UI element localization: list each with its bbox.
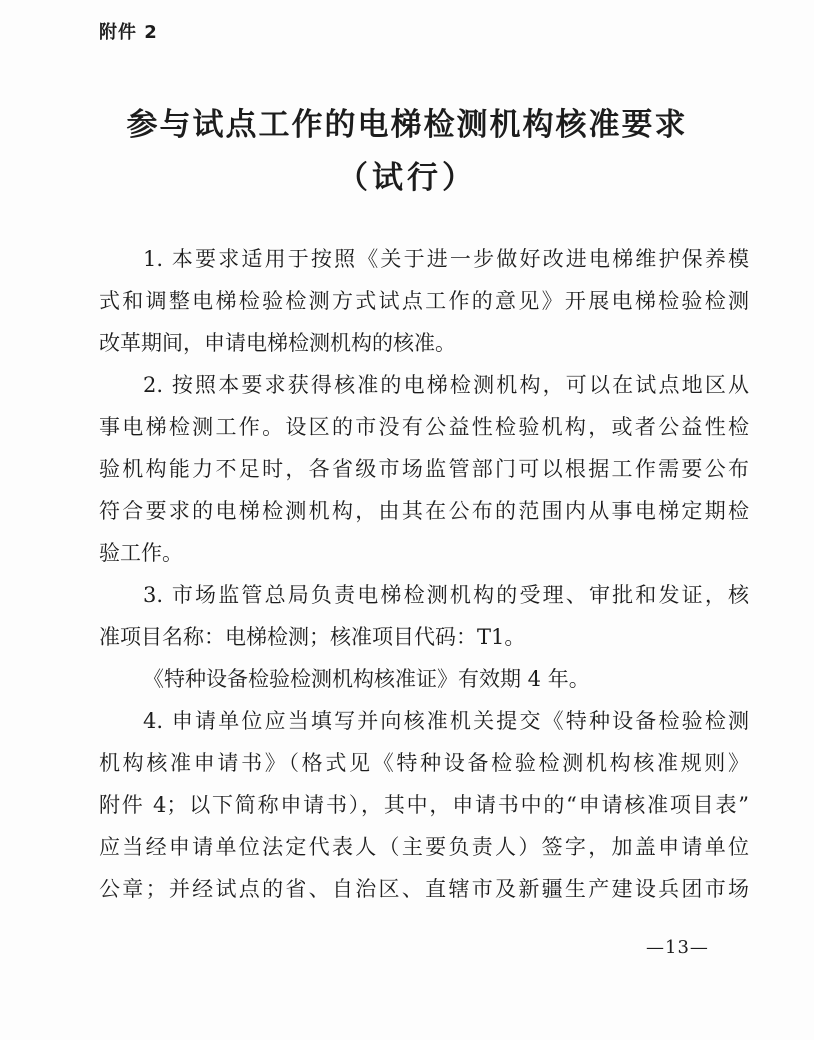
body-line: 符合要求的电梯检测机构，由其在公布的范围内从事电梯定期检 bbox=[99, 499, 749, 523]
document-subtitle: （试行） bbox=[337, 160, 477, 196]
body-line: 事电梯检测工作。设区的市没有公益性检验机构，或者公益性检 bbox=[99, 415, 749, 439]
body-line: 验工作。 bbox=[99, 541, 183, 565]
body-line: 公章；并经试点的省、自治区、直辖市及新疆生产建设兵团市场 bbox=[99, 877, 749, 901]
body-line: 3. 市场监管总局负责电梯检测机构的受理、审批和发证，核 bbox=[143, 583, 749, 607]
body-line: 《特种设备检验检测机构核准证》有效期 4 年。 bbox=[143, 667, 590, 691]
document-title: 参与试点工作的电梯检测机构核准要求 bbox=[126, 107, 688, 143]
body-line: 验机构能力不足时，各省级市场监管部门可以根据工作需要公布 bbox=[99, 457, 749, 481]
body-line: 附件 4；以下简称申请书），其中，申请书中的“申请核准项目表” bbox=[99, 793, 749, 817]
body-line: 准项目名称：电梯检测；核准项目代码：T1。 bbox=[99, 625, 526, 649]
body-line: 式和调整电梯检验检测方式试点工作的意见》开展电梯检验检测 bbox=[99, 289, 749, 313]
body-line: 应当经申请单位法定代表人（主要负责人）签字，加盖申请单位 bbox=[99, 835, 749, 859]
body-line: 2. 按照本要求获得核准的电梯检测机构，可以在试点地区从 bbox=[143, 373, 749, 397]
page-number: —13— bbox=[646, 937, 709, 958]
body-line: 改革期间，申请电梯检测机构的核准。 bbox=[99, 331, 456, 355]
body-line: 1. 本要求适用于按照《关于进一步做好改进电梯维护保养模 bbox=[143, 247, 749, 271]
body-line: 4. 申请单位应当填写并向核准机关提交《特种设备检验检测 bbox=[143, 709, 749, 733]
body-line: 机构核准申请书》（格式见《特种设备检验检测机构核准规则》 bbox=[99, 751, 749, 775]
attachment-label: 附件 2 bbox=[99, 22, 158, 43]
